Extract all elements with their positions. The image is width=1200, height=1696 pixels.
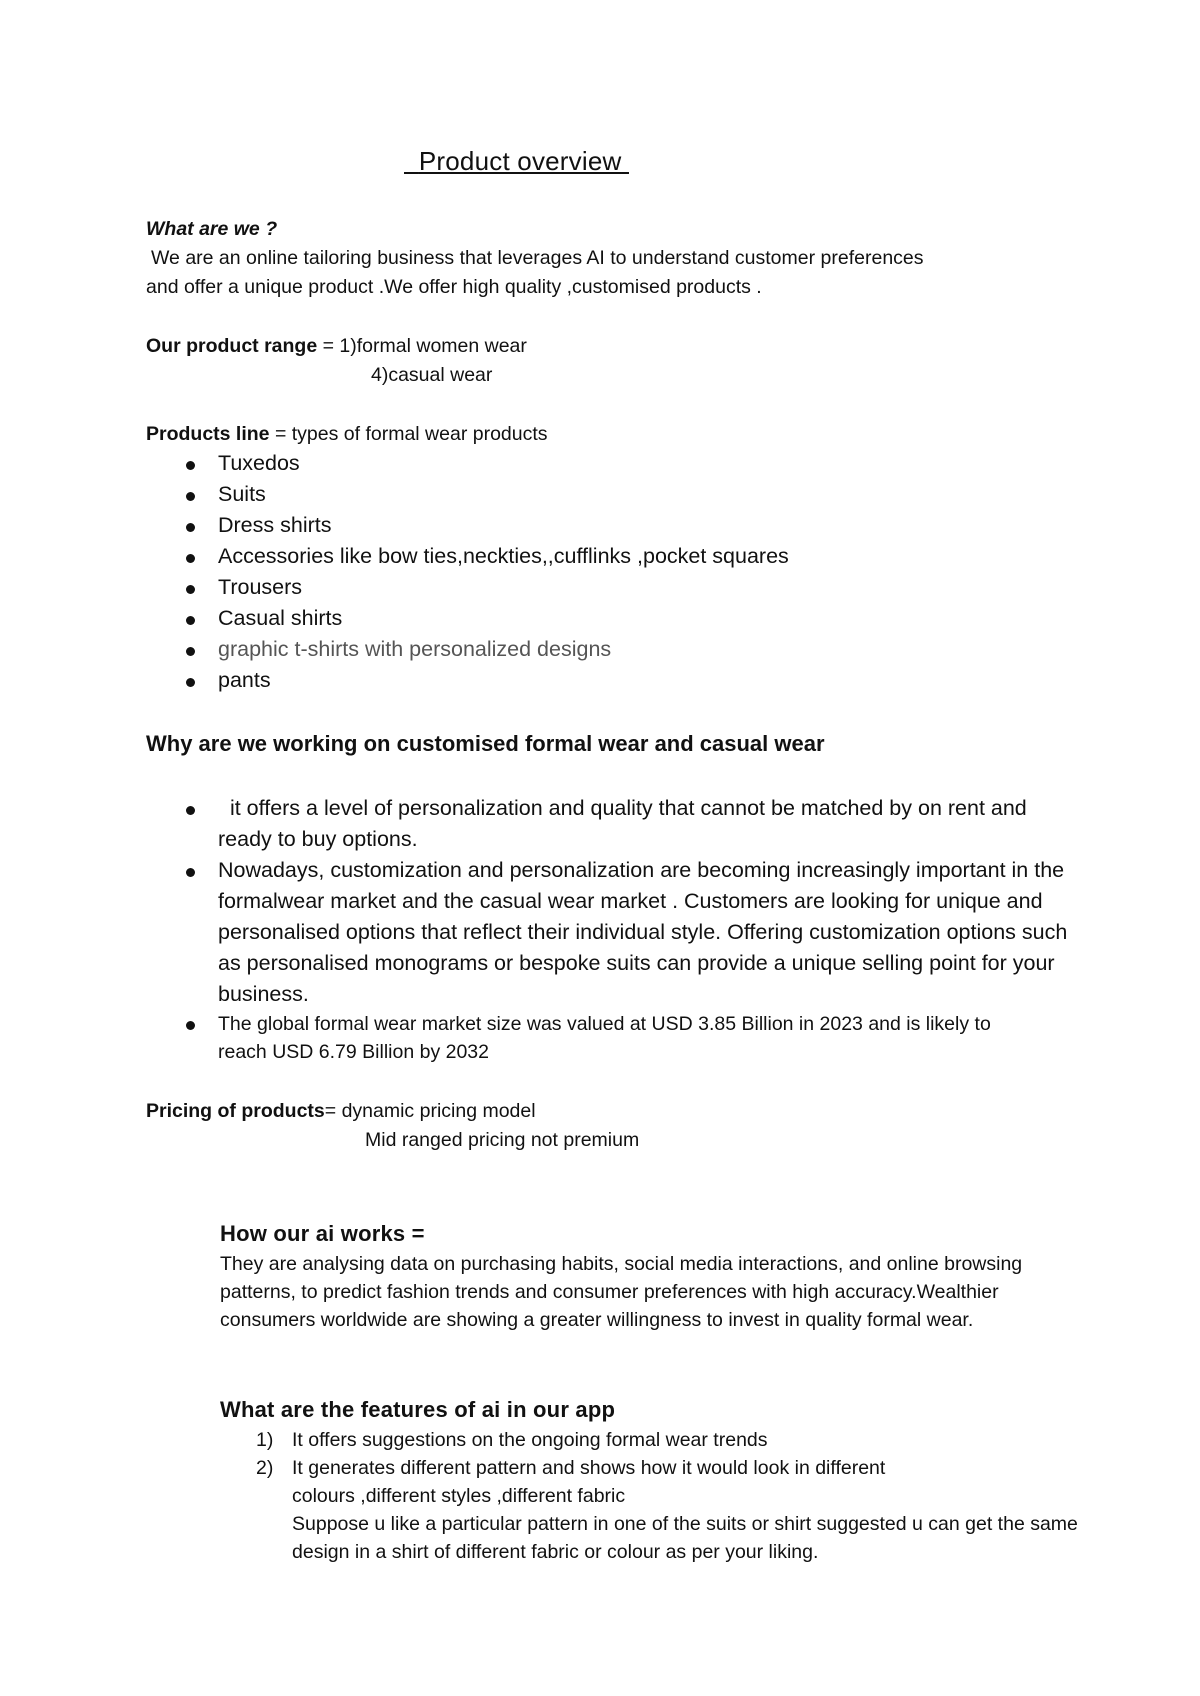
list-item: 1) It offers suggestions on the ongoing formal wear trends [256,1429,768,1451]
what-are-we-heading: What are we ? [146,218,278,240]
why-heading: Why are we working on customised formal wear and casual wear [146,731,825,756]
what-are-we-line2: and offer a unique product .We offer high quality ,customised products . [146,276,762,298]
list-item: The global formal wear market size was valued at USD 3.85 Billion in 2023 and is likely to reach USD 6.79 Billion by 2032 [146,1010,1076,1066]
features-list [256,1426,1086,1510]
what-are-we-line1: We are an online tailoring business that leverages AI to understand customer preferences [151,247,924,269]
products-line-text: = types of formal wear products [269,423,548,445]
bullet-icon [186,585,195,594]
products-line-list [146,448,789,696]
list-item: it offers a level of personalization and quality that cannot be matched by on rent and ready to buy options. [146,793,1076,855]
pricing-text: = dynamic pricing model [324,1100,536,1122]
list-item: graphic t-shirts with personalized designs [146,634,789,665]
list-item: Suits [146,479,789,510]
bullet-icon [186,492,195,501]
bullet-icon [186,868,195,877]
list-item: Trousers [146,572,789,603]
bullet-icon [186,554,195,563]
bullet-icon [186,1021,195,1030]
features-extra: Suppose u like a particular pattern in one of the suits or shirt suggested u can get the same design in a shirt of different fabric or colour as per your liking. [292,1513,1078,1563]
list-item: 2) It generates different pattern and shows how it would look in different colours ,different styles ,different fabric [256,1457,886,1507]
pricing-label: Pricing of products [146,1100,325,1122]
bullet-icon [186,523,195,532]
product-range: Our product range = 1)formal women wear [146,335,527,357]
list-item: Accessories like bow ties,neckties,,cufflinks ,pocket squares [146,541,789,572]
pricing-line2: Mid ranged pricing not premium [365,1129,640,1151]
bullet-icon [186,461,195,470]
ai-works-heading: How our ai works = [220,1221,425,1246]
product-range-item2: 4)casual wear [371,364,493,386]
list-item: Tuxedos [146,448,789,479]
product-range-label: Our product range [146,335,318,357]
list-item: pants [146,665,789,696]
list-item: Nowadays, customization and personalization are becoming increasingly important in the formalwear market and the casual wear market . Customers are looking for unique and personalised options that reflect their individual style. Offering customization options such as personalised monograms or bespoke suits can provide a unique selling point for your business. [146,855,1076,1010]
pricing [146,1097,536,1126]
bullet-icon [186,647,195,656]
products-line [146,420,548,449]
bullet-icon [186,616,195,625]
product-range-item1: 1)formal women wear [339,335,527,357]
bullet-icon [186,678,195,687]
bullet-icon [186,806,195,815]
why-list [146,793,1076,1066]
ai-works-text: They are analysing data on purchasing habits, social media interactions, and online browsing patterns, to predict fashion trends and consumer preferences with high accuracy.Wealthier consumers worldwide are showing a greater willingness to invest in quality formal wear. [220,1253,1023,1331]
products-line-label: Products line [146,423,270,445]
features-heading: What are the features of ai in our app [220,1397,616,1422]
list-item: Casual shirts [146,603,789,634]
list-item: Dress shirts [146,510,789,541]
page-title: Product overview [418,146,622,176]
